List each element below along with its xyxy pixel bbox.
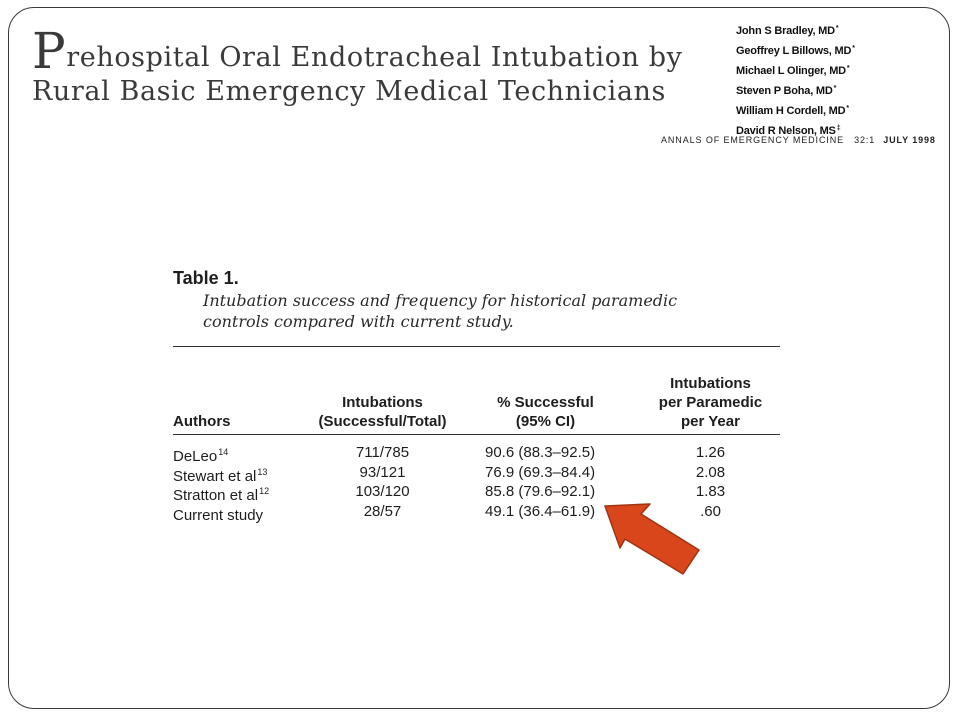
article-title [32,22,722,108]
cell-author: Stewart et $al^{13}$ [173,466,268,485]
cell-per-year: 1.83 [695,483,726,500]
cell-per-year: .60 [700,502,721,520]
table-top-rule [173,346,780,347]
column-header-authors: Authors [173,413,231,430]
annotation-arrow-icon [600,496,710,580]
cell-success: 85.8 (79.6–92.1) [485,483,596,500]
column-header-per-year: Intubations per Paramedic per Year [658,375,763,430]
cell-intubations: 711/785 [355,444,410,461]
author-entry: Steven P Boha, MD* [736,85,837,97]
cell-success: 90.6 (88.3–92.5) [485,444,596,461]
table-row [173,443,780,463]
journal-volume: 32:1 [854,135,876,145]
title-line-2: Rural Basic Emergency Medical Technicians [32,76,666,107]
table-title: Table 1. [173,268,239,288]
author-entry: William H Cordell, MD* [736,105,849,117]
author-entry: David R Nelson, MS‡ [736,125,841,137]
title-line-1: rehospital Oral Endotracheal Intubation by [66,42,683,73]
cell-intubations: 93/121 [359,463,406,481]
cell-author: Current study [173,506,264,524]
table-header-rule [173,434,780,435]
table-caption: Intubation success and frequency for historical paramedic controls compared with current study. [203,291,678,331]
cell-author: Stratton et $al^{12}$ [173,486,270,504]
cell-per-year: 2.08 [695,463,726,481]
cell-per-year: 1.26 [695,444,726,461]
journal-date: JULY 1998 [883,135,936,145]
author-list [736,20,936,140]
author-entry: John S Bradley, MD* [736,25,839,37]
author-entry: Michael L Olinger, MD* [736,65,850,77]
title-drop-cap: P [32,22,67,80]
cell-intubations: 28/57 [363,502,402,520]
column-header-success: % Successful (95% CI) [497,394,594,430]
journal-name: ANNALS OF EMERGENCY MEDICINE [661,135,845,145]
cell-success: 76.9 (69.3–84.4) [485,463,596,481]
cell-intubations: 103/120 [355,483,410,500]
author-entry: Geoffrey L Billows, MD* [736,45,855,57]
table-row [173,463,780,483]
journal-citation [661,135,941,145]
column-header-intubations: Intubations (Successful/Total) [318,394,447,430]
arrow-shape [605,504,699,574]
cell-success: 49.1 (36.4–61.9) [485,502,596,520]
cell-author: DeLeo$^{14}$ [173,447,229,465]
